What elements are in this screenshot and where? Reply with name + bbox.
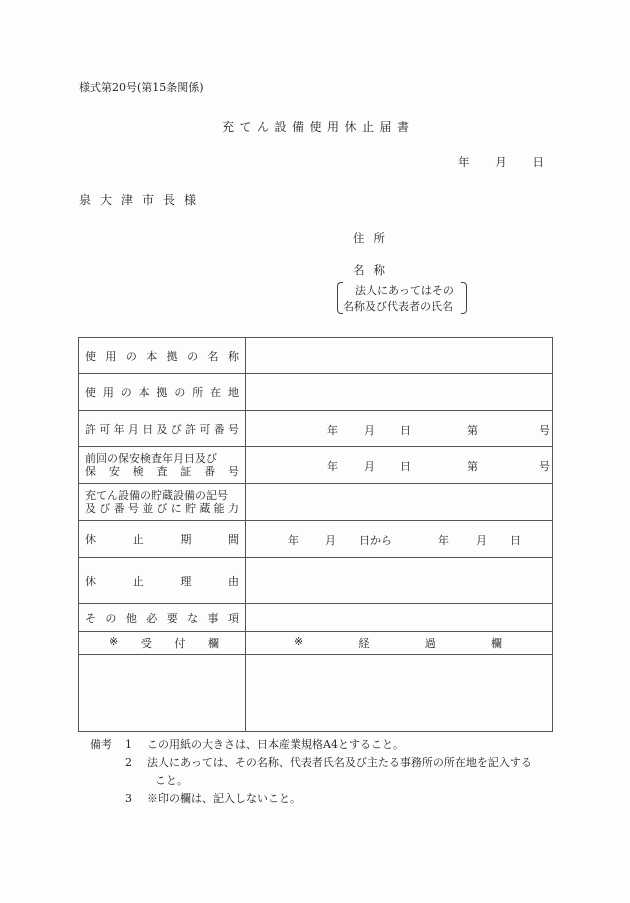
facility-name-field[interactable] — [246, 338, 553, 374]
table-row — [79, 411, 553, 447]
suspension-period-field[interactable]: 年 月 日から 年 月 日 — [246, 521, 553, 558]
office-use-row — [79, 655, 553, 732]
inspection-date-number-field[interactable]: 年 月 日 第 号 — [246, 447, 553, 484]
row-label: 充てん設備の貯蔵設備の記号 及 び 番 号 並 び に 貯 蔵 能 力 — [79, 484, 246, 521]
date-year: 年 — [458, 155, 470, 169]
table-row — [79, 521, 553, 558]
row-label: 休 止 期 間 — [79, 521, 246, 558]
reception-header: ※ 受 付 欄 — [79, 632, 246, 655]
table-row — [79, 338, 553, 374]
note-number: 3 — [125, 792, 132, 805]
form-number: 様式第20号(第15条関係) — [79, 81, 204, 94]
table-row — [79, 558, 553, 604]
note-text: ※印の欄は、記入しないこと。 — [147, 792, 301, 805]
name-note-line2: 名称及び代表者の氏名 — [343, 300, 453, 313]
row-label: 使 用 の 本 拠 の 所 在 地 — [79, 374, 246, 411]
table-row — [79, 604, 553, 632]
progress-header: ※ 経 過 欄 — [246, 632, 553, 655]
addressee: 泉大津市長様 — [79, 193, 206, 207]
applicant-address-label: 住所 — [353, 231, 394, 245]
submission-date — [458, 154, 544, 170]
table-row — [79, 374, 553, 411]
date-month: 月 — [495, 155, 507, 169]
remarks — [90, 736, 532, 808]
row-label: そ の 他 必 要 な 事 項 — [79, 604, 246, 632]
note-item — [90, 736, 532, 754]
note-number: 1 — [125, 738, 132, 751]
row-label: 許 可 年 月 日 及 び 許 可 番 号 — [79, 411, 246, 447]
storage-equipment-field[interactable] — [246, 484, 553, 521]
progress-box — [246, 655, 553, 732]
row-label: 休 止 理 由 — [79, 558, 246, 604]
note-text: この用紙の大きさは、日本産業規格A4とすること。 — [147, 738, 404, 751]
permit-date-number-field[interactable]: 年 月 日 第 号 — [246, 411, 553, 447]
notification-table — [78, 337, 553, 732]
remarks-heading: 備考 — [90, 738, 112, 751]
note-item-continued — [90, 772, 532, 790]
applicant-name-label: 名称 — [353, 263, 394, 277]
right-bracket-icon — [461, 282, 467, 314]
name-bracket-note — [337, 280, 467, 315]
note-text: こと。 — [155, 774, 188, 787]
reception-box — [79, 655, 246, 732]
note-text: 法人にあっては、その名称、代表者氏名及び主たる事務所の所在地を記入する — [147, 756, 532, 769]
note-item — [90, 790, 532, 808]
note-item — [90, 754, 532, 772]
name-note-line1: 法人にあってはその — [355, 284, 454, 297]
date-day: 日 — [532, 155, 544, 169]
table-row — [79, 447, 553, 484]
row-label-line1: 前回の保安検査年月日及び — [85, 452, 217, 465]
facility-location-field[interactable] — [246, 374, 553, 411]
note-number: 2 — [125, 756, 132, 769]
office-header-row — [79, 632, 553, 655]
suspension-reason-field[interactable] — [246, 558, 553, 604]
row-label: 使 用 の 本 拠 の 名 称 — [79, 338, 246, 374]
other-matters-field[interactable] — [246, 604, 553, 632]
document-title: 充てん設備使用休止届書 — [222, 120, 415, 134]
row-label: 前回の保安検査年月日及び 保 安 検 査 証 番 号 — [79, 447, 246, 484]
table-row — [79, 484, 553, 521]
row-label-line1: 充てん設備の貯蔵設備の記号 — [85, 489, 228, 502]
